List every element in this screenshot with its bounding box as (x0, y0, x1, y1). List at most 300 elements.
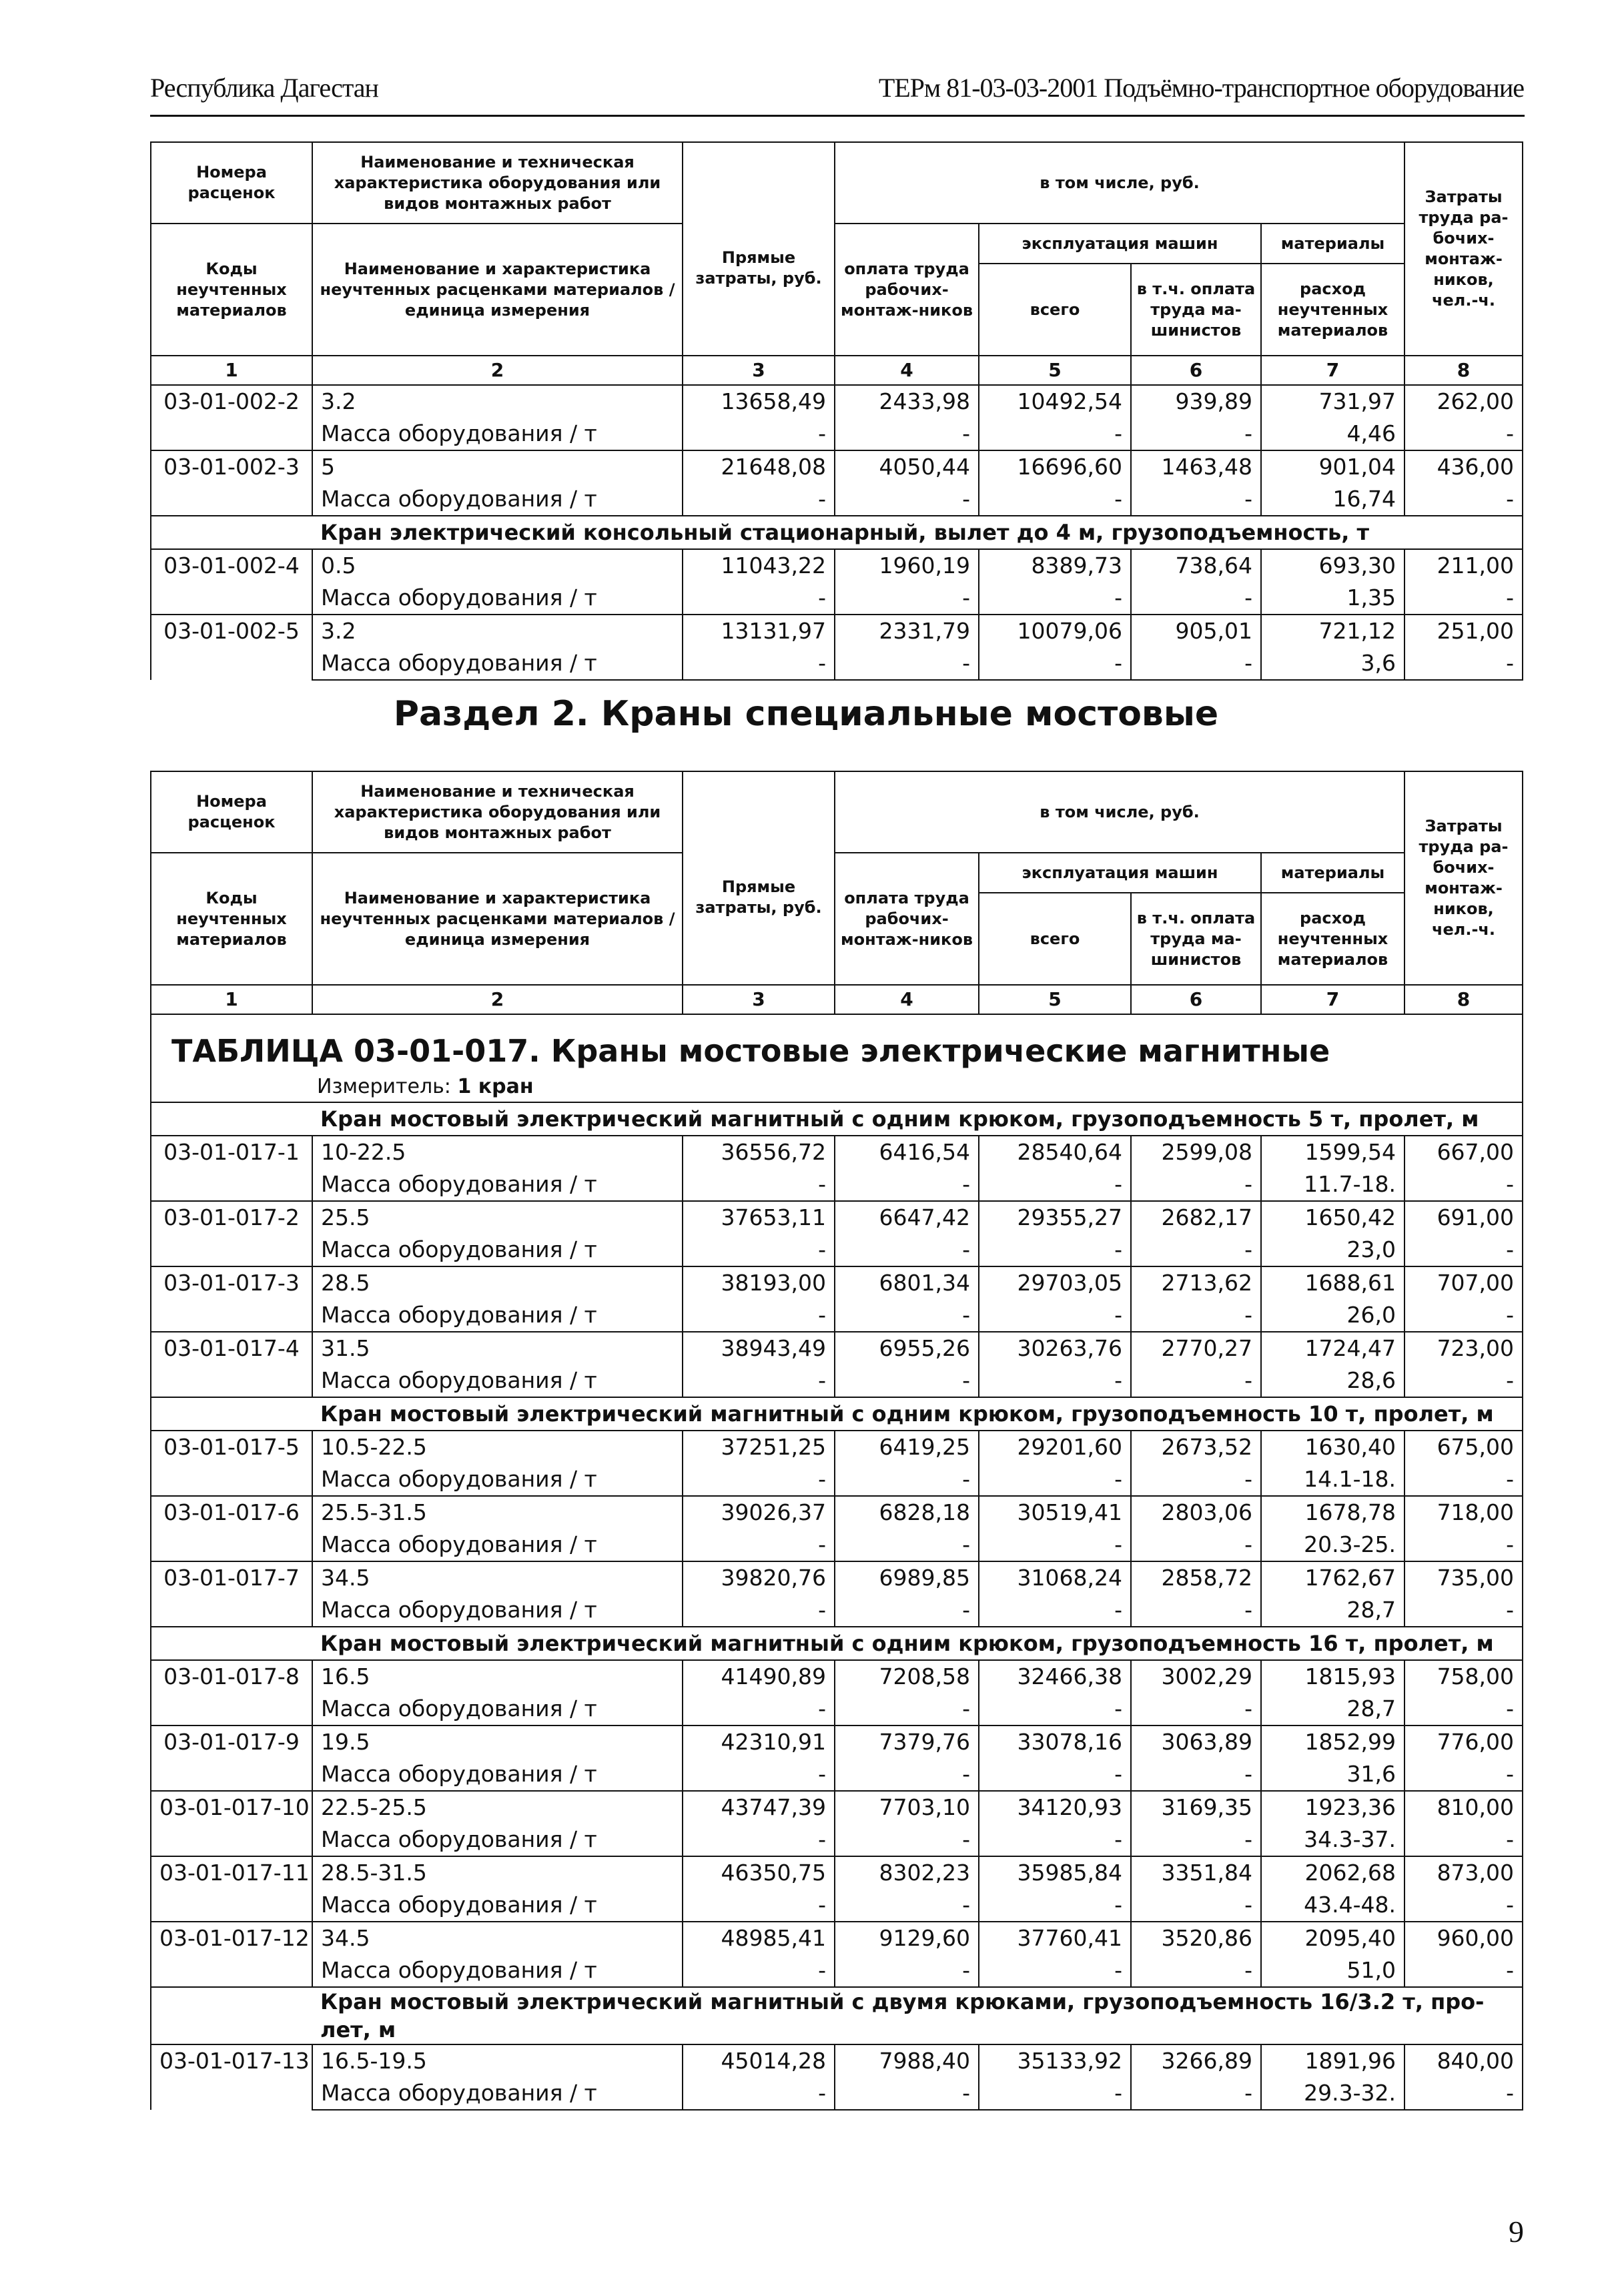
material-value: 26,0 (1261, 1299, 1404, 1332)
material-value: - (1131, 2077, 1261, 2110)
rate-value: 718,00 (1404, 1496, 1523, 1529)
running-header-right: ТЕРм 81-03-03-2001 Подъёмно-транспортное оборудование (878, 73, 1524, 103)
column-number: 1 (151, 985, 312, 1014)
header-cell: Затраты труда ра-бочих-монтаж-ников, чел.-ч. (1404, 771, 1523, 985)
header-cell: Наименование и техническая характеристика оборудования или видов монтажных работ (312, 142, 683, 224)
material-value: - (979, 1954, 1131, 1987)
rate-value: 37251,25 (683, 1431, 835, 1463)
rate-value: 42310,91 (683, 1726, 835, 1758)
rate-value: 21648,08 (683, 450, 835, 483)
header-cell: всего (979, 893, 1131, 985)
rate-value: 8302,23 (835, 1856, 979, 1889)
header-cell: Номера расценок (151, 771, 312, 853)
rate-name: 31.5 (312, 1332, 683, 1365)
rate-name: 3.2 (312, 615, 683, 647)
rate-value: 3169,35 (1131, 1791, 1261, 1824)
rate-value: 35985,84 (979, 1856, 1131, 1889)
rate-name: 34.5 (312, 1922, 683, 1954)
rate-value: 840,00 (1404, 2044, 1523, 2077)
header-cell: оплата труда рабочих-монтаж-ников (835, 224, 979, 356)
material-value: - (835, 1365, 979, 1397)
material-value: - (1131, 1594, 1261, 1627)
table-measure-value: 1 кран (457, 1075, 534, 1098)
table-title: ТАБЛИЦА 03-01-017. Краны мостовые электрические магнитные (171, 1033, 1330, 1069)
material-value: 23,0 (1261, 1234, 1404, 1266)
rate-value: 2682,17 (1131, 1201, 1261, 1234)
header-cell: в т.ч. оплата труда ма-шинистов (1131, 893, 1261, 985)
material-name: Масса оборудования / т (312, 418, 683, 450)
rate-value: 10079,06 (979, 615, 1131, 647)
rate-value: 731,97 (1261, 385, 1404, 418)
material-value: - (835, 1824, 979, 1856)
rate-value: 873,00 (1404, 1856, 1523, 1889)
material-value: - (835, 418, 979, 450)
subheading-spacer (151, 1102, 312, 1136)
rate-name: 25.5-31.5 (312, 1496, 683, 1529)
material-value: - (835, 1234, 979, 1266)
material-value: - (835, 1758, 979, 1791)
material-value: - (1131, 1758, 1261, 1791)
material-row (151, 1824, 1523, 1856)
material-value: - (979, 418, 1131, 450)
material-value: - (683, 647, 835, 680)
rate-code: 03-01-017-3 (151, 1266, 312, 1332)
rate-value: 2095,40 (1261, 1922, 1404, 1954)
material-value: 28,7 (1261, 1594, 1404, 1627)
rate-value: 1650,42 (1261, 1201, 1404, 1234)
material-row (151, 1889, 1523, 1922)
material-row (151, 1463, 1523, 1496)
rates-table-1 (150, 141, 1523, 681)
header-cell: в том числе, руб. (835, 771, 1404, 853)
rate-value: 11043,22 (683, 549, 835, 582)
rate-value: 691,00 (1404, 1201, 1523, 1234)
header-cell: Наименование и техническая характеристика оборудования или видов монтажных работ (312, 771, 683, 853)
rate-name: 0.5 (312, 549, 683, 582)
rate-value: 675,00 (1404, 1431, 1523, 1463)
subheading-row (151, 1102, 1523, 1136)
subheading-row (151, 1397, 1523, 1431)
rate-code: 03-01-017-13 (151, 2044, 312, 2110)
rate-value: 38193,00 (683, 1266, 835, 1299)
header-cell: расход неучтенных материалов (1261, 264, 1404, 356)
header-cell: эксплуатация машин (979, 224, 1261, 264)
rate-value: 1923,36 (1261, 1791, 1404, 1824)
material-value: - (1131, 418, 1261, 450)
material-name: Масса оборудования / т (312, 1954, 683, 1987)
material-value: - (683, 1365, 835, 1397)
table2-title-block (151, 1014, 1523, 1102)
material-value: 16,74 (1261, 483, 1404, 516)
material-value: - (683, 1463, 835, 1496)
rate-value: 13658,49 (683, 385, 835, 418)
material-row (151, 582, 1523, 615)
rate-row (151, 1496, 1523, 1529)
material-value: - (1404, 1365, 1523, 1397)
material-value: - (1131, 1954, 1261, 1987)
material-value: - (835, 1889, 979, 1922)
rate-code: 03-01-017-4 (151, 1332, 312, 1397)
material-name: Масса оборудования / т (312, 647, 683, 680)
column-number: 3 (683, 356, 835, 385)
rate-name: 28.5 (312, 1266, 683, 1299)
header-cell: оплата труда рабочих-монтаж-ников (835, 853, 979, 985)
rate-value: 2433,98 (835, 385, 979, 418)
subheading-row (151, 1627, 1523, 1660)
rate-value: 436,00 (1404, 450, 1523, 483)
rate-value: 39026,37 (683, 1496, 835, 1529)
rate-code: 03-01-017-5 (151, 1431, 312, 1496)
rate-value: 960,00 (1404, 1922, 1523, 1954)
rate-value: 4050,44 (835, 450, 979, 483)
column-number: 7 (1261, 356, 1404, 385)
rate-value: 39820,76 (683, 1561, 835, 1594)
rate-value: 30263,76 (979, 1332, 1131, 1365)
material-value: - (835, 1529, 979, 1561)
material-value: - (979, 1234, 1131, 1266)
material-value: 4,46 (1261, 418, 1404, 450)
rate-row (151, 1431, 1523, 1463)
material-value: 29.3-32. (1261, 2077, 1404, 2110)
rate-value: 3520,86 (1131, 1922, 1261, 1954)
column-number: 7 (1261, 985, 1404, 1014)
rate-value: 37760,41 (979, 1922, 1131, 1954)
rate-value: 7988,40 (835, 2044, 979, 2077)
rate-value: 33078,16 (979, 1726, 1131, 1758)
material-value: - (835, 1954, 979, 1987)
material-value: - (1404, 1758, 1523, 1791)
material-value: - (1131, 483, 1261, 516)
material-value: - (1404, 418, 1523, 450)
rate-name: 25.5 (312, 1201, 683, 1234)
material-value: - (683, 418, 835, 450)
material-value: - (1404, 1594, 1523, 1627)
material-value: - (1404, 1299, 1523, 1332)
material-value: 43.4-48. (1261, 1889, 1404, 1922)
rate-row (151, 450, 1523, 483)
material-row (151, 418, 1523, 450)
material-row (151, 1758, 1523, 1791)
material-value: - (979, 1365, 1131, 1397)
material-value: - (979, 1824, 1131, 1856)
material-value: 1,35 (1261, 582, 1404, 615)
material-value: - (683, 1889, 835, 1922)
column-number: 2 (312, 356, 683, 385)
material-value: - (835, 1299, 979, 1332)
material-row (151, 1234, 1523, 1266)
subheading-row (151, 516, 1523, 549)
rate-value: 721,12 (1261, 615, 1404, 647)
header-cell: материалы (1261, 853, 1404, 893)
material-row (151, 1954, 1523, 1987)
material-value: - (1131, 1529, 1261, 1561)
material-value: - (835, 2077, 979, 2110)
rate-value: 38943,49 (683, 1332, 835, 1365)
material-value: - (683, 2077, 835, 2110)
material-value: - (979, 1529, 1131, 1561)
rate-value: 37653,11 (683, 1201, 835, 1234)
rate-value: 2673,52 (1131, 1431, 1261, 1463)
table1-header (151, 142, 1523, 385)
rate-code: 03-01-002-2 (151, 385, 312, 450)
material-value: - (683, 1693, 835, 1726)
subheading-spacer (151, 1397, 312, 1431)
column-number: 6 (1131, 985, 1261, 1014)
rate-value: 35133,92 (979, 2044, 1131, 2077)
rate-name: 16.5-19.5 (312, 2044, 683, 2077)
rate-name: 22.5-25.5 (312, 1791, 683, 1824)
rate-value: 735,00 (1404, 1561, 1523, 1594)
material-value: - (1404, 1529, 1523, 1561)
rate-value: 2331,79 (835, 615, 979, 647)
material-value: - (683, 582, 835, 615)
material-value: 51,0 (1261, 1954, 1404, 1987)
rate-row (151, 1922, 1523, 1954)
rate-value: 36556,72 (683, 1136, 835, 1168)
rate-code: 03-01-017-1 (151, 1136, 312, 1201)
material-row (151, 483, 1523, 516)
rate-value: 251,00 (1404, 615, 1523, 647)
rate-row (151, 1791, 1523, 1824)
material-value: - (683, 1299, 835, 1332)
rate-value: 2713,62 (1131, 1266, 1261, 1299)
table2-body (151, 1102, 1523, 2110)
column-number: 4 (835, 356, 979, 385)
material-value: - (1404, 582, 1523, 615)
rate-value: 1678,78 (1261, 1496, 1404, 1529)
material-value: 20.3-25. (1261, 1529, 1404, 1561)
material-value: - (1131, 1365, 1261, 1397)
column-number: 5 (979, 356, 1131, 385)
rate-value: 3002,29 (1131, 1660, 1261, 1693)
material-value: - (683, 483, 835, 516)
rate-row (151, 549, 1523, 582)
material-value: - (835, 1693, 979, 1726)
material-name: Масса оборудования / т (312, 483, 683, 516)
rate-value: 1815,93 (1261, 1660, 1404, 1693)
material-value: - (683, 1954, 835, 1987)
material-value: - (979, 1463, 1131, 1496)
header-cell: всего (979, 264, 1131, 356)
material-value: - (1404, 483, 1523, 516)
rate-row (151, 1332, 1523, 1365)
rate-code: 03-01-017-10 (151, 1791, 312, 1856)
column-number: 4 (835, 985, 979, 1014)
material-value: 11.7-18. (1261, 1168, 1404, 1201)
column-number: 1 (151, 356, 312, 385)
header-cell: Затраты труда ра-бочих-монтаж-ников, чел.-ч. (1404, 142, 1523, 356)
rate-name: 28.5-31.5 (312, 1856, 683, 1889)
rate-value: 7379,76 (835, 1726, 979, 1758)
rate-value: 6955,26 (835, 1332, 979, 1365)
section-title: Раздел 2. Краны специальные мостовые (393, 694, 1219, 734)
material-name: Масса оборудования / т (312, 1168, 683, 1201)
material-value: - (979, 1889, 1131, 1922)
rate-code: 03-01-017-12 (151, 1922, 312, 1987)
column-number: 2 (312, 985, 683, 1014)
material-row (151, 1529, 1523, 1561)
rate-row (151, 2044, 1523, 2077)
material-name: Масса оборудования / т (312, 2077, 683, 2110)
rate-value: 2803,06 (1131, 1496, 1261, 1529)
rate-value: 6801,34 (835, 1266, 979, 1299)
rate-value: 6419,25 (835, 1431, 979, 1463)
material-value: - (683, 1168, 835, 1201)
rate-row (151, 1266, 1523, 1299)
rate-value: 6828,18 (835, 1496, 979, 1529)
material-value: - (979, 1168, 1131, 1201)
rate-value: 41490,89 (683, 1660, 835, 1693)
material-value: 28,7 (1261, 1693, 1404, 1726)
material-row (151, 1365, 1523, 1397)
column-number: 5 (979, 985, 1131, 1014)
material-value: - (683, 1529, 835, 1561)
header-rule (150, 115, 1525, 117)
material-name: Масса оборудования / т (312, 1234, 683, 1266)
rate-value: 1960,19 (835, 549, 979, 582)
rate-value: 758,00 (1404, 1660, 1523, 1693)
rate-value: 46350,75 (683, 1856, 835, 1889)
material-name: Масса оборудования / т (312, 1299, 683, 1332)
material-value: - (1131, 1463, 1261, 1496)
material-value: - (1404, 647, 1523, 680)
rate-value: 939,89 (1131, 385, 1261, 418)
rate-value: 2062,68 (1261, 1856, 1404, 1889)
rate-value: 693,30 (1261, 549, 1404, 582)
rate-code: 03-01-017-8 (151, 1660, 312, 1726)
rate-value: 2770,27 (1131, 1332, 1261, 1365)
material-value: - (835, 1463, 979, 1496)
material-value: - (1404, 1889, 1523, 1922)
material-value: - (979, 582, 1131, 615)
header-cell: Коды неучтенных материалов (151, 853, 312, 985)
rate-code: 03-01-002-3 (151, 450, 312, 516)
header-cell: Наименование и характеристика неучтенных расценками материалов / единица измерения (312, 224, 683, 356)
material-value: - (683, 1758, 835, 1791)
material-value: - (979, 647, 1131, 680)
rate-value: 7208,58 (835, 1660, 979, 1693)
material-value: - (1131, 647, 1261, 680)
rate-value: 1762,67 (1261, 1561, 1404, 1594)
material-value: - (835, 1168, 979, 1201)
material-value: - (1131, 1824, 1261, 1856)
rate-name: 16.5 (312, 1660, 683, 1693)
rate-code: 03-01-017-2 (151, 1201, 312, 1266)
header-cell: материалы (1261, 224, 1404, 264)
rate-value: 30519,41 (979, 1496, 1131, 1529)
rate-value: 43747,39 (683, 1791, 835, 1824)
rate-row (151, 385, 1523, 418)
rate-value: 8389,73 (979, 549, 1131, 582)
rate-value: 1463,48 (1131, 450, 1261, 483)
rate-value: 262,00 (1404, 385, 1523, 418)
header-cell: расход неучтенных материалов (1261, 893, 1404, 985)
page-number: 9 (1509, 2215, 1524, 2249)
rate-value: 29355,27 (979, 1201, 1131, 1234)
rate-code: 03-01-002-5 (151, 615, 312, 680)
material-name: Масса оборудования / т (312, 582, 683, 615)
rate-value: 29201,60 (979, 1431, 1131, 1463)
material-value: - (1131, 1889, 1261, 1922)
rate-value: 7703,10 (835, 1791, 979, 1824)
material-name: Масса оборудования / т (312, 1758, 683, 1791)
column-number: 6 (1131, 356, 1261, 385)
running-header-left: Республика Дагестан (150, 73, 378, 103)
rate-code: 03-01-002-4 (151, 549, 312, 615)
material-value: - (1131, 1168, 1261, 1201)
material-name: Масса оборудования / т (312, 1693, 683, 1726)
material-value: - (1404, 1824, 1523, 1856)
rate-value: 738,64 (1131, 549, 1261, 582)
material-value: - (979, 483, 1131, 516)
material-row (151, 1168, 1523, 1201)
material-row (151, 1693, 1523, 1726)
subheading-text: Кран мостовый электрический магнитный с одним крюком, грузоподъемность 10 т, пролет, м (312, 1397, 1523, 1431)
material-value: - (1131, 1234, 1261, 1266)
subheading-spacer (151, 1627, 312, 1660)
rate-value: 1724,47 (1261, 1332, 1404, 1365)
header-cell: эксплуатация машин (979, 853, 1261, 893)
rate-value: 707,00 (1404, 1266, 1523, 1299)
rate-value: 810,00 (1404, 1791, 1523, 1824)
material-value: - (835, 483, 979, 516)
material-value: 34.3-37. (1261, 1824, 1404, 1856)
header-cell: Прямые затраты, руб. (683, 142, 835, 356)
material-value: - (1131, 1693, 1261, 1726)
subheading-text: Кран мостовый электрический магнитный с двумя крюками, грузоподъемность 16/3.2 т, про-лет, м (312, 1987, 1523, 2044)
material-value: 14.1-18. (1261, 1463, 1404, 1496)
header-cell: Коды неучтенных материалов (151, 224, 312, 356)
material-name: Масса оборудования / т (312, 1594, 683, 1627)
rate-value: 3351,84 (1131, 1856, 1261, 1889)
material-value: - (1404, 1234, 1523, 1266)
rate-value: 34120,93 (979, 1791, 1131, 1824)
material-value: - (835, 647, 979, 680)
rate-value: 45014,28 (683, 2044, 835, 2077)
rate-row (151, 1726, 1523, 1758)
rate-name: 10.5-22.5 (312, 1431, 683, 1463)
table-measure-label: Измеритель: (317, 1075, 458, 1098)
material-value: - (1404, 1954, 1523, 1987)
material-row (151, 1594, 1523, 1627)
rate-value: 1852,99 (1261, 1726, 1404, 1758)
rate-value: 776,00 (1404, 1726, 1523, 1758)
rate-value: 9129,60 (835, 1922, 979, 1954)
rate-value: 28540,64 (979, 1136, 1131, 1168)
material-value: 3,6 (1261, 647, 1404, 680)
material-value: - (835, 582, 979, 615)
subheading-text: Кран мостовый электрический магнитный с одним крюком, грузоподъемность 5 т, пролет, м (312, 1102, 1523, 1136)
material-name: Масса оборудования / т (312, 1889, 683, 1922)
subheading-text: Кран мостовый электрический магнитный с одним крюком, грузоподъемность 16 т, пролет, м (312, 1627, 1523, 1660)
material-value: - (979, 1594, 1131, 1627)
material-name: Масса оборудования / т (312, 1529, 683, 1561)
rate-value: 1688,61 (1261, 1266, 1404, 1299)
material-value: - (683, 1234, 835, 1266)
material-value: - (1131, 1299, 1261, 1332)
rate-name: 3.2 (312, 385, 683, 418)
rate-value: 29703,05 (979, 1266, 1131, 1299)
rate-value: 48985,41 (683, 1922, 835, 1954)
header-cell: в том числе, руб. (835, 142, 1404, 224)
rate-code: 03-01-017-11 (151, 1856, 312, 1922)
rate-value: 3266,89 (1131, 2044, 1261, 2077)
rate-row (151, 1856, 1523, 1889)
material-row (151, 2077, 1523, 2110)
rate-value: 32466,38 (979, 1660, 1131, 1693)
header-cell: Наименование и характеристика неучтенных расценками материалов / единица измерения (312, 853, 683, 985)
column-number: 8 (1404, 985, 1523, 1014)
